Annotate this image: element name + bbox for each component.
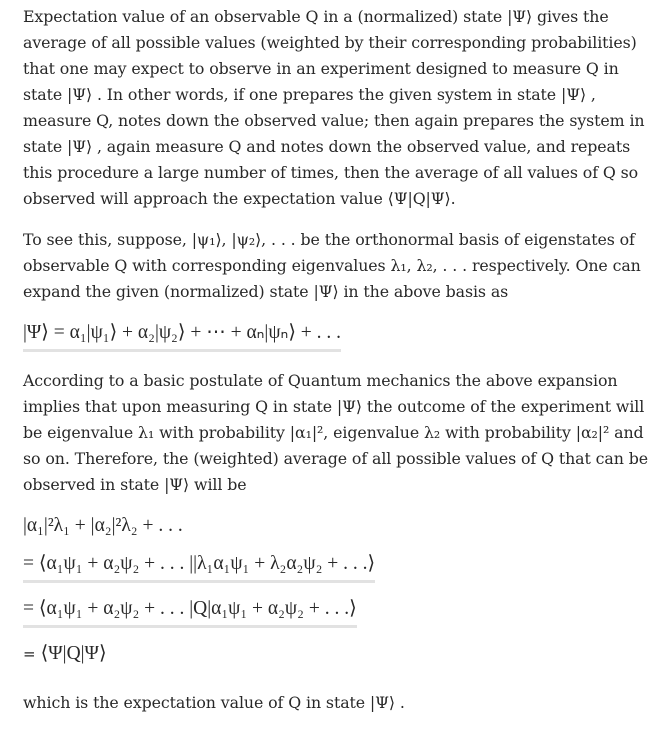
equation-expansion: |Ψ⟩ = α₁|ψ₁⟩ + α₂|ψ₂⟩ + ⋯ + αₙ|ψₙ⟩ + . . . <box>23 319 341 352</box>
equation-line-1: |α₁|²λ₁ + |α₂|²λ₂ + . . . <box>23 515 183 536</box>
equation-line-3-row <box>23 595 651 628</box>
paragraph-expectation-definition: Expectation value of an observable Q in a (normalized) state |Ψ⟩ gives the average of all possible values (weighted by their corresponding probabilities) that one may expect to observe in an experiment designed to measure Q in state |Ψ⟩ . In other words, if one prepares the given system in state |Ψ⟩ , measure Q, notes down the observed value; then again prepares the system in state |Ψ⟩ , again measure Q and notes down the observed value, and repeats this procedure a large number of times, then the average of all values of Q so observed will approach the expectation value ⟨Ψ|Q|Ψ⟩. <box>23 7 645 208</box>
equation-line-4-prefix: = <box>23 645 36 663</box>
equation-line-1-row <box>23 512 651 540</box>
equation-line-2: = ⟨α₁ψ₁ + α₂ψ₂ + . . . ||λ₁α₁ψ₁ + λ₂α₂ψ₂ + . . .⟩ <box>23 550 375 583</box>
paragraph-conclusion: which is the expectation value of Q in state |Ψ⟩ . <box>23 693 405 712</box>
paragraph-postulate: According to a basic postulate of Quantum mechanics the above expansion implies that upon measuring Q in state |Ψ⟩ the outcome of the experiment will be eigenvalue λ₁ with probability |α₁|², eigenvalue λ₂ with probability |α₂|² and so on. Therefore, the (weighted) average of all possible values of Q that can be observed in state |Ψ⟩ will be <box>23 371 648 494</box>
equation-line-4: ⟨Ψ|Q|Ψ⟩ <box>40 643 107 664</box>
equation-line-3: = ⟨α₁ψ₁ + α₂ψ₂ + . . . |Q|α₁ψ₁ + α₂ψ₂ + . . .⟩ <box>23 595 357 628</box>
equation-line-2-row <box>23 550 651 583</box>
equation-expansion-row <box>23 319 651 352</box>
equation-line-4-row <box>23 640 651 668</box>
paragraph-eigenbasis: To see this, suppose, |ψ₁⟩, |ψ₂⟩, . . . be the orthonormal basis of eigenstates of observable Q with corresponding eigenvalues λ₁, λ₂, . . . respectively. One can expand the given (normalized) state |Ψ⟩ in the above basis as <box>23 230 641 301</box>
